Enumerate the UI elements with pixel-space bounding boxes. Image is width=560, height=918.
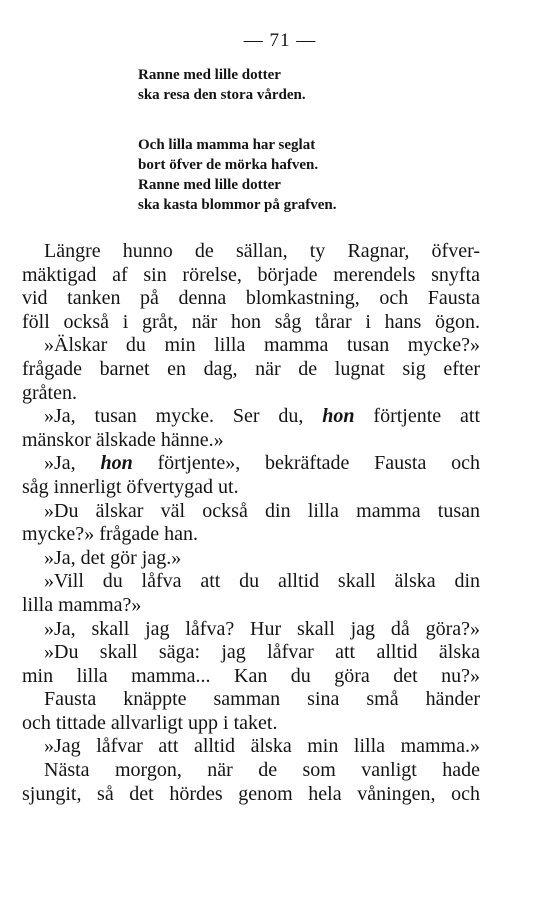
prose-line: mycke?» frågade han. xyxy=(22,523,199,546)
poem-line: Och lilla mamma har seglat xyxy=(138,137,316,153)
prose-line: vid tanken på denna blomkastning, och Fausta xyxy=(22,287,480,310)
poem-line: Ranne med lille dotter xyxy=(138,67,281,83)
prose-line: Fausta knäppte samman sina små händer xyxy=(44,688,480,711)
prose-body xyxy=(22,240,480,806)
prose-line: mänskor älskade hänne.» xyxy=(22,428,224,451)
prose-line: sjungit, så det hördes genom hela våningen, och xyxy=(22,782,480,805)
poem-line: bort öfver de mörka hafven. xyxy=(138,157,319,173)
prose-line: gråten. xyxy=(22,381,77,404)
prose-line: såg innerligt öfvertygad ut. xyxy=(22,475,239,498)
prose-line: »Ja, skall jag låfva? Hur skall jag då göra?» xyxy=(44,617,480,640)
prose-line: »Jag låfvar att alltid älska min lilla mamma.» xyxy=(44,735,480,758)
prose-line: »Älskar du min lilla mamma tusan mycke?» xyxy=(44,334,480,357)
prose-line: frågade barnet en dag, när de lugnat sig efter xyxy=(22,357,480,380)
prose-fragment: »Ja, xyxy=(44,452,76,475)
prose-line: min lilla mamma... Kan du göra det nu?» xyxy=(22,664,480,687)
prose-line: »Du skall säga: jag låfvar att alltid älska xyxy=(44,641,480,664)
prose-line: Längre hunno de sällan, ty Ragnar, öfver- xyxy=(44,240,480,262)
prose-line xyxy=(22,405,480,429)
prose-line: Nästa morgon, när de som vanligt hade xyxy=(44,759,480,782)
prose-fragment: förtjente», bekräftade Fausta och xyxy=(157,452,481,475)
prose-line xyxy=(22,452,480,476)
poem-line: ska resa den stora vården. xyxy=(138,87,306,103)
poem-stanza-1 xyxy=(138,65,306,105)
prose-line: »Vill du låfva att du alltid skall älska din xyxy=(44,570,480,593)
prose-line: lilla mamma?» xyxy=(22,593,142,616)
prose-fragment: förtjente att xyxy=(373,405,481,428)
prose-line: mäktigad af sin rörelse, började merendels snyfta xyxy=(22,263,480,286)
prose-line: föll också i gråt, när hon såg tårar i hans ögon. xyxy=(22,310,480,333)
prose-line: och tittade allvarligt upp i taket. xyxy=(22,711,278,734)
prose-fragment: »Ja, tusan mycke. Ser du, xyxy=(44,405,304,428)
poem-line: Ranne med lille dotter xyxy=(138,177,281,193)
poem-stanza-2 xyxy=(138,135,337,215)
poem-line: ska kasta blommor på grafven. xyxy=(138,197,337,213)
prose-line: »Ja, det gör jag.» xyxy=(44,546,182,569)
prose-emphasis: hon xyxy=(322,405,355,428)
prose-line: »Du älskar väl också din lilla mamma tusan xyxy=(44,499,480,522)
page-number: — 71 — xyxy=(243,30,317,51)
prose-emphasis: hon xyxy=(100,452,133,475)
